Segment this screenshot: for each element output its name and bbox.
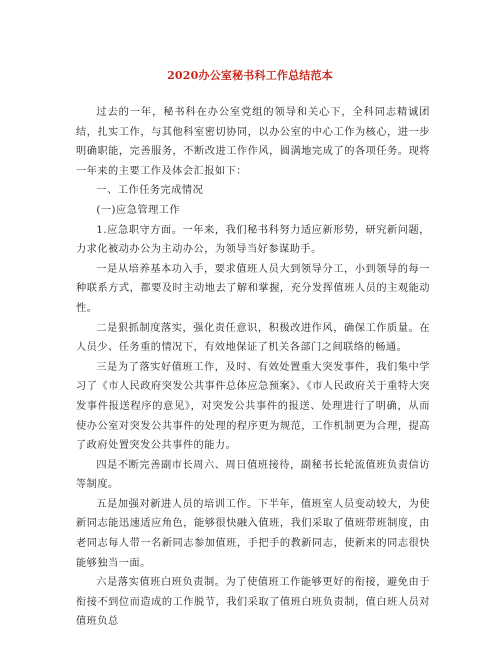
section-heading: 一、工作任务完成情况 bbox=[96, 185, 204, 197]
paragraph-point-2: 二是狠抓制度落实，强化责任意识，积极改进作风，确保工作质量。在人员少、任务重的情况下，有效地保证了机关各部门之间联络的畅通。 bbox=[76, 322, 430, 354]
paragraph-item-1: 1.应急职守方面。一年来，我们秘书科努力适应新形势，研究新问题，力求化被动办公为主动办公，为领导当好参谋助手。 bbox=[76, 224, 430, 256]
subsection-heading: (一)应急管理工作 bbox=[96, 204, 181, 216]
document-body bbox=[76, 103, 430, 632]
paragraph-point-4: 四是不断完善副市长周六、周日值班接待，副秘书长轮流值班负责信访等制度。 bbox=[76, 459, 430, 491]
paragraph-point-5: 五是加强对新进人员的培训工作。下半年，值班室人员变动较大，为使新同志能迅速适应角色，能够很快融入值班，我们采取了值班带班制度，由老同志每人带一名新同志参加值班，手把手的教新同志，使新来的同志很快能够独当一面。 bbox=[76, 498, 430, 569]
paragraph-intro: 过去的一年，秘书科在办公室党组的领导和关心下，全科同志精诚团结，扎实工作，与其他科室密切协同，以办公室的中心工作为核心，进一步明确职能，完善服务，不断改进工作作风，圆满地完成了的各项任务。现将一年来的主要工作及体会汇报如下： bbox=[76, 107, 430, 177]
paragraph-point-3: 三是为了落实好值班工作，及时、有效处置重大突发事件，我们集中学习了《市人民政府突发公共事件总体应急预案》、《市人民政府关于重特大突发事件报送程序的意见》，对突发公共事件的报送、处理进行了明确，从而使办公室对突发公共事件的处理的程序更为规范，工作机制更为合理，提高了政府处置突发公共事件的能力。 bbox=[76, 361, 430, 452]
paragraph-point-1: 一是从培养基本功入手，要求值班人员大到领导分工，小到领导的每一种联系方式，都要及时主动地去了解和掌握，充分发挥值班人员的主观能动性。 bbox=[76, 263, 430, 314]
document-title: 2020办公室秘书科工作总结范本 bbox=[167, 69, 333, 82]
paragraph-point-6: 六是落实值班白班负责制。为了使值班工作能够更好的衔接，避免由于衔接不到位而造成的工作脱节，我们采取了值班白班负责制，值白班人员对值班负总 bbox=[76, 577, 430, 628]
